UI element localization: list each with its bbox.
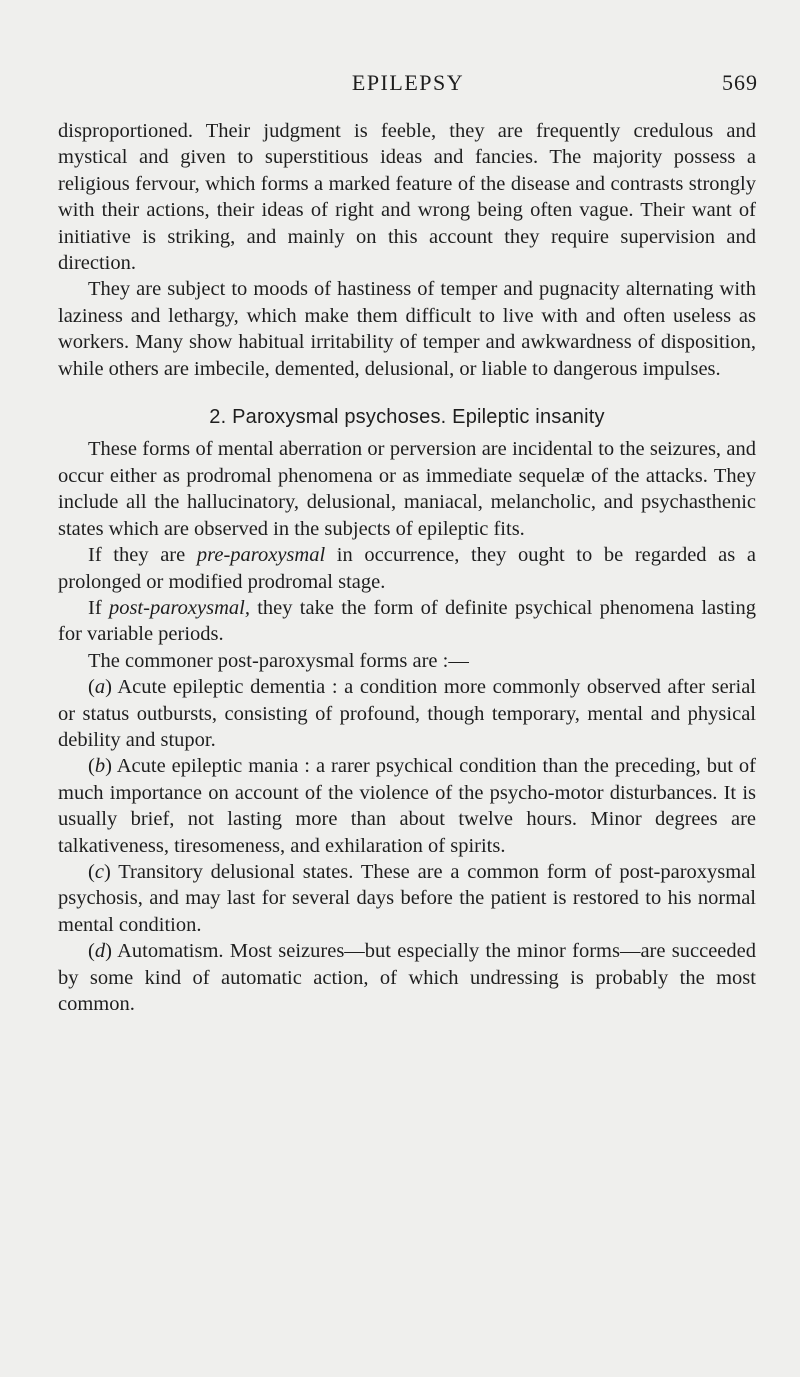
- paragraph-lead: If they are: [88, 544, 197, 567]
- paragraph-rest: they take the form of definite psychical phenomena lasting for variable periods.: [58, 596, 757, 646]
- list-marker: d: [94, 940, 106, 963]
- list-marker: b: [94, 755, 106, 778]
- paragraph: They are subject to moods of hastiness of temper and pugnacity alternating with laziness and lethargy, which make them difficult to live with and often useless as workers. Many show habitual irritability of temper and awkwardness of disposition, while others are imbecile, demented, delusional, or liable to dangerous impulses.: [58, 278, 756, 380]
- page-number: 569: [722, 70, 758, 95]
- italic-term: pre-paroxysmal: [196, 544, 326, 567]
- italic-term: post-paroxysmal,: [108, 596, 250, 619]
- list-item: (b) Acute epileptic mania : a rarer psychical condition than the preceding, but of much importance on account of the violence of the psycho-motor disturbances. It is usually brief, not lasting more than about twelve hours. Minor degrees are talkativeness, tiresomeness, and exhilaration of spirits.: [58, 755, 756, 857]
- paragraph: The commoner post-paroxysmal forms are :—: [88, 649, 469, 672]
- paragraph: disproportioned. Their judgment is feeble, they are frequently credulous and mystical and given to superstitious ideas and fancies. The majority possess a religious fervour, which forms a marked feature of the disease and contrasts strongly with their actions, their ideas of right and wrong being often vague. Their want of initiative is striking, and mainly on this account they require supervision and direction.: [58, 120, 756, 275]
- paragraph-rest: in occurrence, they ought to be regarded as a prolonged or modified prodromal stage.: [58, 544, 756, 593]
- list-item-text: Acute epileptic dementia : a condition more commonly observed after serial or status outbursts, consisting of profound, though temporary, mental and physical debility and stupor.: [58, 676, 756, 751]
- paragraph: These forms of mental aberration or perversion are incidental to the seizures, and occur either as prodromal phenomena or as immediate sequelæ of the attacks. They include all the hallucinatory, delusional, maniacal, melancholic, and psychasthenic states which are observed in the subjects of epileptic fits.: [58, 438, 756, 540]
- paragraph: [58, 595, 756, 648]
- paragraph: [58, 542, 756, 595]
- list-item-text: Acute epileptic mania : a rarer psychical condition than the preceding, but of much importance on account of the violence of the psycho-motor disturbances. It is usually brief, not lasting more than about twelve hours. Minor degrees are talkativeness, tiresomeness, and exhilaration of spirits.: [58, 755, 756, 857]
- list-item-text: Automatism. Most seizures—but especially the minor forms—are succeeded by some kind of automatic action, of which undressing is probably the most common.: [58, 940, 756, 1015]
- list-item-text: Transitory delusional states. These are a common form of post-paroxysmal psychosis, and may last for several days before the patient is restored to his normal mental condition.: [58, 860, 756, 936]
- running-head-title: EPILEPSY: [351, 70, 465, 95]
- list-marker: c: [94, 860, 104, 883]
- running-head: [58, 70, 758, 100]
- section-heading: 2. Paroxysmal psychoses. Epileptic insanity: [209, 406, 605, 429]
- list-item: (a) Acute epileptic dementia : a condition more commonly observed after serial or status outbursts, consisting of profound, though temporary, mental and physical debility and stupor.: [58, 676, 756, 751]
- list-item: (c) Transitory delusional states. These are a common form of post-paroxysmal psychosis, and may last for several days before the patient is restored to his normal mental condition.: [58, 860, 756, 936]
- page-body: [58, 118, 756, 1017]
- paragraph-lead: If: [88, 596, 109, 619]
- list-marker: a: [94, 676, 106, 699]
- list-item: (d) Automatism. Most seizures—but especially the minor forms—are succeeded by some kind of automatic action, of which undressing is probably the most common.: [58, 940, 756, 1015]
